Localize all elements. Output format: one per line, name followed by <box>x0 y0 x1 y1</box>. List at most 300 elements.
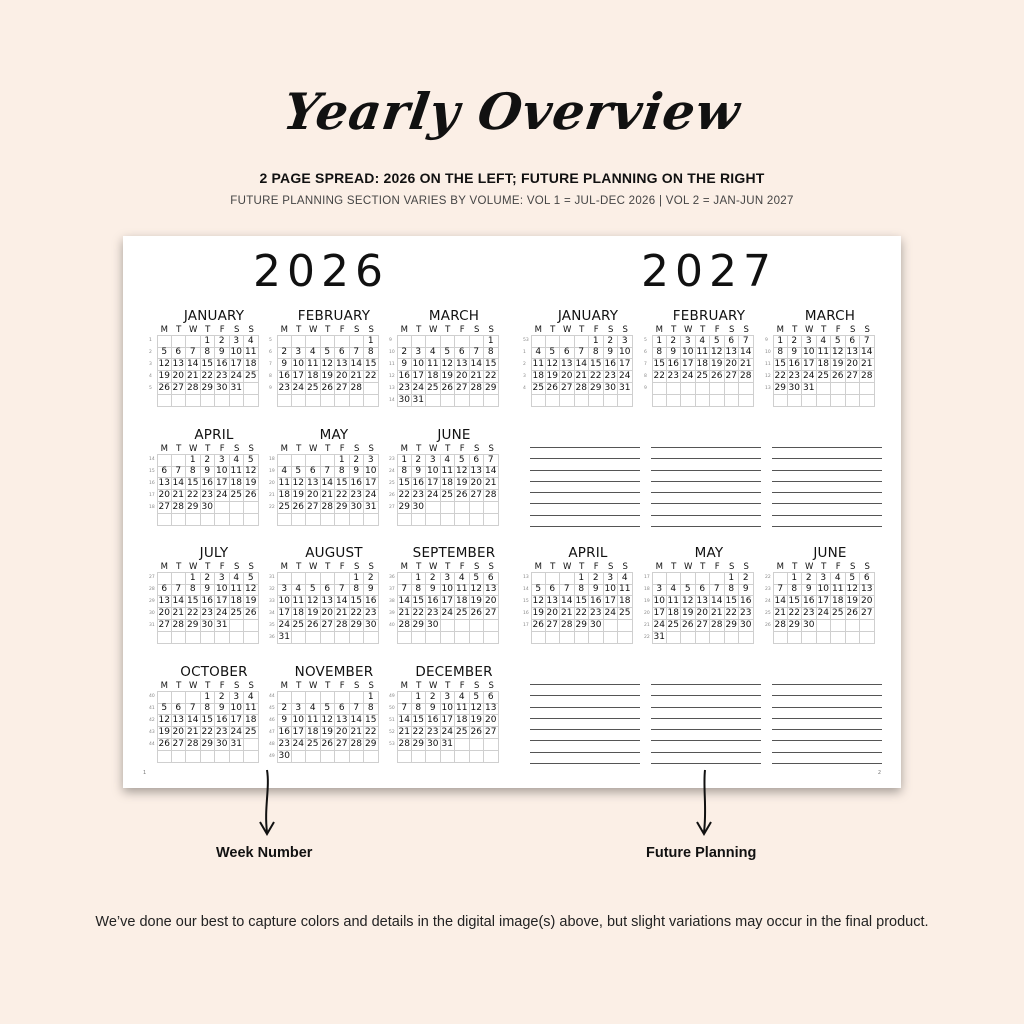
day-cell: 4 <box>244 691 259 704</box>
day-cell: 15 <box>412 596 427 608</box>
week-row <box>523 359 645 371</box>
day-cell <box>412 632 427 644</box>
day-cell: 11 <box>441 466 456 478</box>
day-cell: 14 <box>350 715 365 727</box>
week-number: 17 <box>644 575 650 580</box>
day-cell: 31 <box>412 395 427 407</box>
day-cell: 5 <box>470 572 485 585</box>
day-cell: 19 <box>831 359 846 371</box>
day-cell: 25 <box>426 383 441 395</box>
day-cell: 4 <box>426 347 441 359</box>
day-cell: 24 <box>604 608 619 620</box>
day-cell: 27 <box>484 608 499 620</box>
weekday-label: M <box>400 562 408 572</box>
day-cell: 9 <box>667 347 682 359</box>
day-cell <box>321 514 336 526</box>
week-number: 24 <box>389 469 395 474</box>
weekday-label: W <box>563 562 572 572</box>
week-number: 8 <box>644 374 647 379</box>
day-cell <box>618 395 633 407</box>
day-cell: 18 <box>455 596 470 608</box>
writing-line <box>651 695 761 696</box>
weekday-label: S <box>248 562 254 572</box>
day-cell: 30 <box>215 739 230 751</box>
weekday-label: S <box>354 562 360 572</box>
month-calendar <box>269 664 391 763</box>
week-row <box>149 359 271 371</box>
week-number <box>149 751 157 763</box>
week-number: 8 <box>269 374 272 379</box>
day-cell: 31 <box>230 383 245 395</box>
month-calendar <box>523 308 645 407</box>
day-cell: 7 <box>860 335 875 348</box>
writing-line <box>772 752 882 753</box>
day-cell: 21 <box>470 371 485 383</box>
week-row <box>644 347 766 359</box>
weekday-label: M <box>400 325 408 335</box>
day-cell: 11 <box>831 584 846 596</box>
day-cell <box>230 395 245 407</box>
weekday-header <box>644 562 766 572</box>
week-number: 53 <box>389 742 395 747</box>
week-row <box>269 596 391 608</box>
day-cell <box>292 632 307 644</box>
day-cell <box>335 395 350 407</box>
day-cell: 9 <box>604 347 619 359</box>
day-cell: 10 <box>604 584 619 596</box>
day-cell: 25 <box>696 371 711 383</box>
day-cell: 12 <box>681 596 696 608</box>
day-cell: 13 <box>306 478 321 490</box>
day-cell <box>277 514 292 526</box>
weekday-label: W <box>684 562 693 572</box>
weekday-header <box>765 325 887 335</box>
day-cell: 27 <box>321 620 336 632</box>
week-row <box>149 596 271 608</box>
weekday-label: T <box>205 681 211 691</box>
day-cell <box>773 632 788 644</box>
week-row <box>389 371 511 383</box>
month-name: JUNE <box>813 545 847 561</box>
weekday-label: W <box>309 681 318 691</box>
day-cell: 14 <box>860 347 875 359</box>
day-cell: 10 <box>817 584 832 596</box>
day-cell: 7 <box>321 466 336 478</box>
writing-line <box>530 752 640 753</box>
day-cell: 4 <box>531 347 546 359</box>
day-cell: 30 <box>426 620 441 632</box>
month-calendar <box>523 545 645 644</box>
week-number: 30 <box>149 611 155 616</box>
week-number: 39 <box>389 611 395 616</box>
day-cell: 28 <box>350 383 365 395</box>
day-cell: 25 <box>667 620 682 632</box>
day-cell: 30 <box>278 751 290 761</box>
weekday-label: M <box>280 681 288 691</box>
day-cell: 17 <box>412 371 427 383</box>
day-cell: 17 <box>230 359 245 371</box>
day-cell: 5 <box>846 572 861 585</box>
month-name: JUNE <box>437 427 471 443</box>
day-cell: 30 <box>802 620 817 632</box>
day-cell: 26 <box>470 608 485 620</box>
weekday-label: S <box>368 325 374 335</box>
writing-line <box>530 718 640 719</box>
day-cell: 1 <box>589 335 604 348</box>
day-cell <box>589 395 604 407</box>
day-cell: 13 <box>158 478 170 488</box>
day-cell: 13 <box>335 715 350 727</box>
day-cell: 26 <box>244 608 259 620</box>
day-cell: 20 <box>846 359 861 371</box>
day-cell: 28 <box>398 739 410 749</box>
month-calendar <box>389 545 511 644</box>
week-row <box>644 632 766 644</box>
day-cell: 30 <box>201 620 216 632</box>
future-planning-lines <box>772 684 882 774</box>
day-cell: 22 <box>186 608 201 620</box>
week-row <box>765 371 887 383</box>
day-cell <box>230 632 245 644</box>
day-cell: 14 <box>398 596 410 606</box>
day-cell <box>817 383 832 395</box>
day-cell: 15 <box>201 359 216 371</box>
day-cell: 11 <box>230 466 245 478</box>
weekday-label: S <box>248 325 254 335</box>
day-cell <box>560 395 575 407</box>
day-cell: 9 <box>277 359 292 371</box>
weekday-label: S <box>474 681 480 691</box>
day-cell <box>335 751 350 763</box>
writing-line <box>651 729 761 730</box>
day-cell: 7 <box>335 584 350 596</box>
day-cell: 31 <box>653 632 665 642</box>
day-cell: 3 <box>292 703 307 715</box>
day-cell <box>350 751 365 763</box>
day-cell: 23 <box>667 371 682 383</box>
week-row <box>389 383 511 395</box>
day-cell <box>860 383 875 395</box>
week-number: 49 <box>269 754 275 759</box>
week-row <box>765 584 887 596</box>
day-cell: 3 <box>681 335 696 348</box>
weekday-label: S <box>729 325 735 335</box>
day-cell: 9 <box>426 584 441 596</box>
day-cell: 19 <box>846 596 861 608</box>
writing-line <box>772 492 882 493</box>
week-row <box>523 608 645 620</box>
week-number: 25 <box>389 481 395 486</box>
day-cell: 5 <box>306 584 321 596</box>
day-cell: 28 <box>350 739 365 751</box>
writing-line <box>651 684 761 685</box>
week-number: 22 <box>269 505 275 510</box>
day-cell: 12 <box>441 359 456 371</box>
weekday-label: M <box>400 444 408 454</box>
weekday-label: T <box>325 681 331 691</box>
week-number: 5 <box>149 386 152 391</box>
weekday-label: W <box>429 681 438 691</box>
day-cell: 8 <box>788 584 803 596</box>
writing-line <box>772 470 882 471</box>
week-row <box>269 490 391 502</box>
day-cell: 3 <box>441 691 456 704</box>
day-cell: 30 <box>589 620 604 632</box>
day-cell: 10 <box>426 466 441 478</box>
day-cell: 28 <box>484 490 499 502</box>
day-cell: 7 <box>484 454 499 467</box>
day-cell: 17 <box>441 596 456 608</box>
day-cell: 21 <box>484 478 499 490</box>
day-cell: 22 <box>484 371 499 383</box>
week-row <box>269 371 391 383</box>
day-cell: 12 <box>470 703 485 715</box>
day-cell <box>725 395 740 407</box>
weekday-label: F <box>714 562 720 572</box>
weekday-label: W <box>805 325 814 335</box>
writing-line <box>530 707 640 708</box>
day-cell: 29 <box>364 739 379 751</box>
day-cell <box>484 632 499 644</box>
day-cell <box>710 383 725 395</box>
day-cell <box>470 739 485 751</box>
day-cell: 26 <box>470 727 485 739</box>
day-cell: 16 <box>215 359 230 371</box>
day-cell: 3 <box>802 335 817 348</box>
day-cell <box>455 632 470 644</box>
day-cell: 29 <box>412 620 427 632</box>
week-number: 18 <box>269 457 275 462</box>
day-cell: 17 <box>292 371 307 383</box>
day-cell: 19 <box>455 478 470 490</box>
day-cell <box>186 395 201 407</box>
week-number: 9 <box>389 338 392 343</box>
month-name: OCTOBER <box>180 664 248 680</box>
week-number: 10 <box>765 350 771 355</box>
week-row <box>389 395 511 407</box>
day-cell: 27 <box>846 371 861 383</box>
day-cell <box>215 514 230 526</box>
day-cell: 19 <box>158 727 170 737</box>
writing-line <box>530 695 640 696</box>
week-number: 27 <box>149 575 155 580</box>
week-number: 14 <box>523 587 529 592</box>
week-row <box>269 454 391 466</box>
day-cell: 3 <box>215 454 230 467</box>
weekday-label: F <box>459 325 465 335</box>
day-cell: 29 <box>335 502 350 514</box>
week-number <box>644 395 652 407</box>
day-cell: 24 <box>292 383 307 395</box>
weekday-label: S <box>488 444 494 454</box>
day-cell <box>441 632 456 644</box>
day-cell: 15 <box>412 715 427 727</box>
day-cell: 25 <box>817 371 832 383</box>
day-cell: 29 <box>201 383 216 395</box>
week-number <box>765 632 773 644</box>
day-cell <box>739 383 754 395</box>
day-cell: 28 <box>186 383 201 395</box>
day-cell: 26 <box>441 383 456 395</box>
day-cell: 28 <box>321 502 336 514</box>
weekday-label: T <box>671 325 677 335</box>
writing-line <box>651 526 761 527</box>
day-cell: 7 <box>739 335 754 348</box>
day-cell: 27 <box>725 371 740 383</box>
week-row <box>269 359 391 371</box>
weekday-label: M <box>160 325 168 335</box>
day-cell: 15 <box>484 359 499 371</box>
week-row <box>269 347 391 359</box>
writing-line <box>651 718 761 719</box>
day-cell <box>589 632 604 644</box>
left-year: 2026 <box>253 246 389 297</box>
day-cell: 29 <box>350 620 365 632</box>
day-cell: 6 <box>306 466 321 478</box>
weekday-label: T <box>205 325 211 335</box>
week-number: 20 <box>269 481 275 486</box>
week-row <box>269 691 391 703</box>
weekday-label: S <box>622 325 628 335</box>
week-row <box>389 572 511 584</box>
week-number: 3 <box>523 374 526 379</box>
week-row <box>389 691 511 703</box>
day-cell: 29 <box>484 383 499 395</box>
day-cell: 8 <box>773 347 788 359</box>
weekday-label: F <box>219 562 225 572</box>
day-cell <box>321 395 336 407</box>
day-cell: 2 <box>788 335 803 348</box>
week-number: 6 <box>644 350 647 355</box>
weekday-label: F <box>593 562 599 572</box>
day-cell <box>484 395 499 407</box>
right-year: 2027 <box>641 246 777 297</box>
day-cell: 13 <box>546 596 561 608</box>
day-cell: 6 <box>725 335 740 348</box>
day-cell: 31 <box>618 383 633 395</box>
week-number: 53 <box>523 338 529 343</box>
day-cell <box>604 395 619 407</box>
day-cell: 23 <box>398 383 410 393</box>
day-cell: 10 <box>215 466 230 478</box>
weekday-label: S <box>354 444 360 454</box>
weekday-label: T <box>445 681 451 691</box>
week-row <box>389 359 511 371</box>
weekday-label: T <box>205 562 211 572</box>
day-cell: 15 <box>774 359 786 369</box>
day-cell: 20 <box>484 596 499 608</box>
weekday-label: M <box>534 325 542 335</box>
day-cell: 16 <box>278 727 290 737</box>
weekday-label: T <box>325 444 331 454</box>
day-cell: 13 <box>172 359 187 371</box>
day-cell: 24 <box>653 620 665 630</box>
day-cell: 19 <box>681 608 696 620</box>
weekday-label: S <box>248 681 254 691</box>
day-cell: 20 <box>455 371 470 383</box>
day-cell: 9 <box>739 584 754 596</box>
month-name: DECEMBER <box>415 664 493 680</box>
day-cell <box>652 383 667 395</box>
weekday-label: T <box>416 562 422 572</box>
day-cell: 7 <box>560 584 575 596</box>
day-cell: 18 <box>306 371 321 383</box>
day-cell: 14 <box>575 359 590 371</box>
week-number: 44 <box>269 694 275 699</box>
day-cell: 29 <box>412 739 427 751</box>
day-cell: 22 <box>575 608 590 620</box>
day-cell <box>244 632 259 644</box>
day-cell: 23 <box>350 490 365 502</box>
day-cell: 28 <box>710 620 725 632</box>
weekday-label: M <box>160 681 168 691</box>
day-cell <box>426 632 441 644</box>
day-cell <box>455 739 470 751</box>
week-number: 11 <box>765 362 771 367</box>
weekday-label: M <box>280 562 288 572</box>
day-cell: 4 <box>277 466 292 478</box>
day-cell: 2 <box>802 572 817 585</box>
week-row <box>269 727 391 739</box>
day-cell: 13 <box>484 584 499 596</box>
day-cell: 5 <box>681 584 696 596</box>
week-number: 26 <box>389 493 395 498</box>
day-cell: 15 <box>364 359 379 371</box>
week-row <box>523 395 645 407</box>
day-cell: 1 <box>575 572 590 585</box>
weekday-label: T <box>550 325 556 335</box>
weekday-label: S <box>622 562 628 572</box>
day-cell: 17 <box>278 608 290 618</box>
day-cell <box>412 751 427 763</box>
month-name: MARCH <box>428 308 480 324</box>
day-cell: 7 <box>397 584 412 596</box>
week-row <box>149 703 271 715</box>
writing-line <box>772 763 882 764</box>
weekday-header <box>389 562 511 572</box>
weekday-label: T <box>445 444 451 454</box>
day-cell: 10 <box>364 466 379 478</box>
writing-line <box>530 481 640 482</box>
weekday-label: T <box>416 444 422 454</box>
day-cell <box>397 632 412 644</box>
day-cell: 15 <box>335 478 350 490</box>
day-cell: 16 <box>201 596 216 608</box>
day-cell: 28 <box>470 383 485 395</box>
day-cell: 19 <box>306 608 321 620</box>
week-number <box>269 514 277 526</box>
subtitle: 2 PAGE SPREAD: 2026 ON THE LEFT; FUTURE PLANNING ON THE RIGHT <box>259 170 765 186</box>
day-cell <box>788 632 803 644</box>
day-cell <box>470 632 485 644</box>
week-row <box>269 478 391 490</box>
day-cell: 10 <box>215 584 230 596</box>
day-cell: 16 <box>739 596 754 608</box>
day-cell: 3 <box>215 572 230 585</box>
day-cell: 14 <box>172 596 187 608</box>
day-cell: 8 <box>575 584 590 596</box>
week-number: 29 <box>149 599 155 604</box>
weekday-label: S <box>608 325 614 335</box>
day-cell: 1 <box>364 691 379 704</box>
weekday-label: F <box>459 444 465 454</box>
week-number <box>523 395 531 407</box>
day-cell <box>470 620 485 632</box>
day-cell: 23 <box>215 727 230 739</box>
month-name: JANUARY <box>183 308 245 324</box>
day-cell <box>157 395 172 407</box>
week-row <box>389 596 511 608</box>
